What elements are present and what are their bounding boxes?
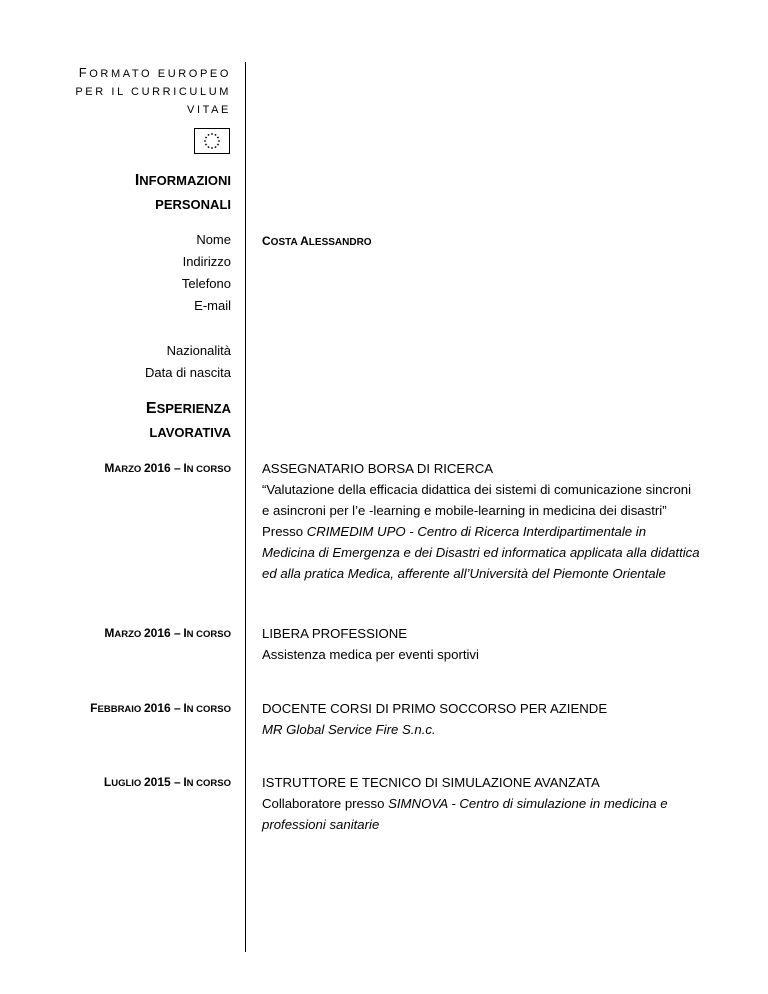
label-nome: Nome — [196, 232, 231, 247]
entry-title: ASSEGNATARIO BORSA DI RICERCA — [262, 461, 494, 476]
personal-info-heading: INFORMAZIONI PERSONALI — [134, 172, 231, 212]
experience-entry — [262, 698, 702, 740]
entry-organization: SIMNOVA - Centro di simulazione in medicina e professioni sanitarie — [262, 796, 668, 832]
entry-date: LUGLIO 2015 – IN CORSO — [103, 775, 231, 789]
name-value: COSTA ALESSANDRO — [262, 234, 372, 248]
label-nazionalita: Nazionalità — [166, 343, 231, 358]
entry-description: Assistenza medica per eventi sportivi — [262, 647, 479, 662]
column-divider — [245, 62, 246, 952]
entry-organization: CRIMEDIM UPO - Centro di Ricerca Interdipartimentale in Medicina di Emergenza e dei Disastri ed informatica applicata alla didattica ed alla pratica Medica, afferente all’Università del Piemonte Orientale — [262, 524, 700, 581]
entry-presso: Presso — [262, 524, 307, 539]
entry-description: “Valutazione della efficacia didattica dei sistemi di comunicazione sincroni e asincroni per l’e -learning e mobile-learning in medicina dei disastri” — [262, 482, 692, 518]
experience-entry — [262, 772, 702, 835]
label-indirizzo: Indirizzo — [182, 254, 231, 269]
entry-date: MARZO 2016 – IN CORSO — [104, 626, 231, 640]
title-line-2: PER IL CURRICULUM — [75, 86, 231, 98]
document-title — [75, 64, 231, 119]
entry-title: DOCENTE CORSI DI PRIMO SOCCORSO PER AZIENDE — [262, 701, 608, 716]
entry-presso: Collaboratore presso — [262, 796, 389, 811]
entry-date: FEBBRAIO 2016 – IN CORSO — [90, 701, 231, 715]
experience-entry — [262, 623, 702, 665]
label-email: E-mail — [194, 298, 231, 313]
eu-flag-icon — [194, 128, 230, 154]
experience-heading: ESPERIENZA LAVORATIVA — [145, 400, 231, 440]
title-line-1: FORMATO EUROPEO — [78, 65, 231, 80]
title-line-3: VITAE — [187, 104, 231, 116]
entry-date: MARZO 2016 – IN CORSO — [104, 461, 231, 475]
entry-title: ISTRUTTORE E TECNICO DI SIMULAZIONE AVANZATA — [262, 775, 600, 790]
entry-title: LIBERA PROFESSIONE — [262, 626, 408, 641]
label-telefono: Telefono — [181, 276, 231, 291]
label-data-nascita: Data di nascita — [145, 365, 231, 380]
entry-organization: MR Global Service Fire S.n.c. — [262, 722, 436, 737]
experience-entry — [262, 458, 702, 584]
